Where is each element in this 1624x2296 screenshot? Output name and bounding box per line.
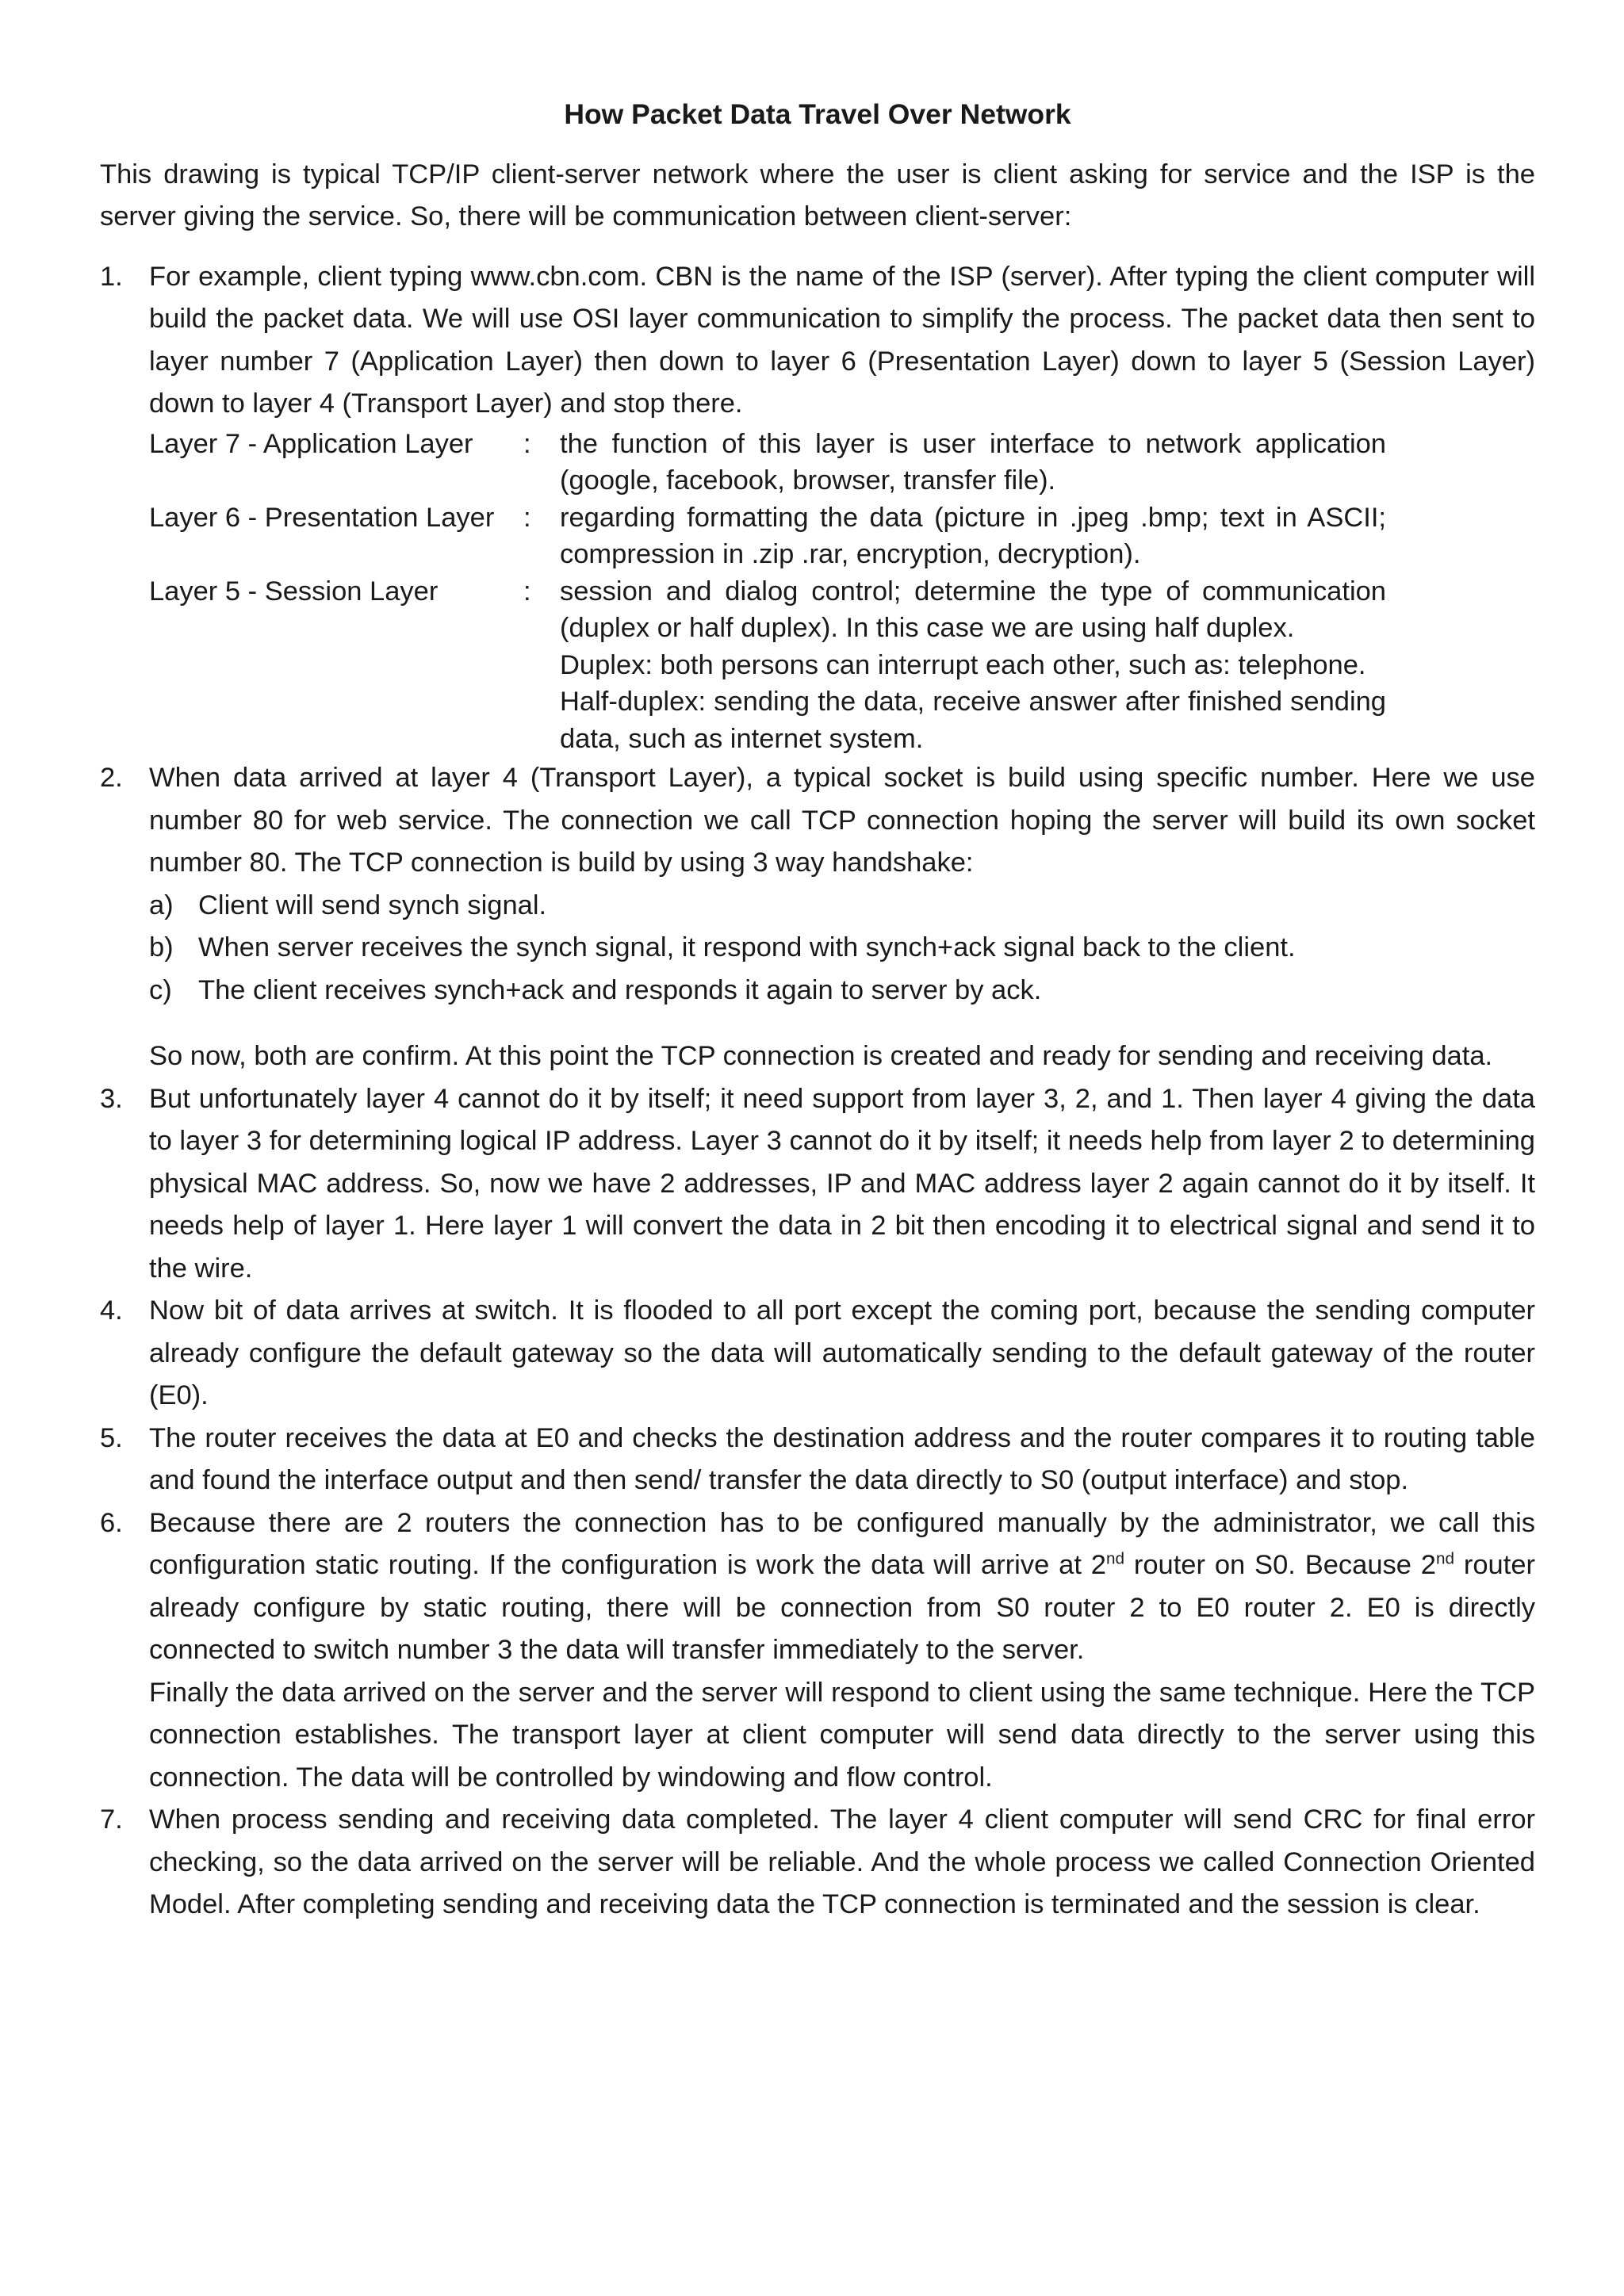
- list-item-number: 1.: [100, 261, 123, 292]
- ordinal-suffix: nd: [1436, 1549, 1455, 1568]
- list-item-text: When process sending and receiving data completed. The layer 4 client computer will send CRC for final error checking, so the data arrived on the server will be reliable. And the whole process we called Connection Oriented Model. After completing sending and receiving data the TCP connection is terminated and the session is clear.: [149, 1804, 1535, 1919]
- list-item-text: The router receives the data at E0 and checks the destination address and the router compares it to routing table and found the interface output and then send/ transfer the data directly to S0 (output interface) and stop.: [149, 1422, 1535, 1495]
- layer-description-line: session and dialog control; determine the type of communication (duplex or half duplex). In this case we are using half duplex.: [560, 576, 1386, 643]
- handshake-step: [149, 885, 1535, 928]
- steps-list: [100, 256, 1535, 1927]
- list-item-followup: Finally the data arrived on the server and the server will respond to client using the same technique. Here the TCP connection establishes. The transport layer at client computer will send data directly to the server using this connection. The data will be controlled by windowing and flow control.: [149, 1677, 1535, 1793]
- layer-description: [560, 573, 1386, 758]
- layer-description: [560, 426, 1386, 499]
- layer-colon: :: [523, 502, 531, 533]
- layer-description: [560, 499, 1386, 573]
- list-item-text: But unfortunately layer 4 cannot do it by itself; it need support from layer 3, 2, and 1. Then layer 4 giving the data to layer 3 for determining logical IP address. Layer 3 cannot do it by itself; it needs help from layer 2 to determining physical MAC address. So, now we have 2 addresses, IP and MAC address layer 2 again cannot do it by itself. It needs help of layer 1. Here layer 1 will convert the data in 2 bit then encoding it to electrical signal and send it to the wire.: [149, 1083, 1535, 1284]
- document-page: [100, 94, 1535, 1927]
- list-item: [100, 1418, 1535, 1502]
- layer-name: Layer 6 - Presentation Layer: [149, 502, 495, 533]
- layer-colon: :: [523, 428, 531, 459]
- list-item-text: Now bit of data arrives at switch. It is flooded to all port except the coming port, because the sending computer already configure the default gateway so the data will automatically sending to the default gateway of the router (E0).: [149, 1295, 1535, 1410]
- list-item-number: 5.: [100, 1422, 123, 1453]
- list-item: [100, 1799, 1535, 1927]
- layer-row: [149, 499, 1535, 573]
- list-item-number: 2.: [100, 763, 123, 793]
- list-item-number: 6.: [100, 1507, 123, 1538]
- layer-name: Layer 7 - Application Layer: [149, 428, 473, 459]
- layer-description-line: Duplex: both persons can interrupt each other, such as: telephone.: [560, 649, 1366, 680]
- list-item-number: 7.: [100, 1804, 123, 1835]
- list-item-followup: So now, both are confirm. At this point the TCP connection is created and ready for sending and receiving data.: [149, 1041, 1493, 1071]
- list-item-number: 4.: [100, 1295, 123, 1326]
- page-title: How Packet Data Travel Over Network: [564, 98, 1071, 130]
- text-segment: Because there are 2 routers the connection has to be configured manually by the administrator, we call this configuration static routing. If the configuration is work the data will arrive at 2: [149, 1507, 1535, 1580]
- list-item: [100, 256, 1535, 758]
- intro-paragraph: This drawing is typical TCP/IP client-server network where the user is client asking for service and the ISP is the server giving the service. So, there will be communication between client-server:: [100, 159, 1535, 232]
- handshake-steps: [149, 885, 1535, 1012]
- layer-colon: :: [523, 576, 531, 607]
- layer-description-line: regarding formatting the data (picture in .jpeg .bmp; text in ASCII; compression in .zip .rar, encryption, decryption).: [560, 502, 1386, 569]
- layer-description-line: Half-duplex: sending the data, receive answer after finished sending data, such as internet system.: [560, 687, 1386, 754]
- list-item: [100, 1502, 1535, 1800]
- handshake-step-text: The client receives synch+ack and responds it again to server by ack.: [198, 974, 1042, 1005]
- handshake-step-label: b): [149, 932, 174, 962]
- handshake-step-text: When server receives the synch signal, it respond with synch+ack signal back to the client.: [198, 932, 1296, 962]
- list-item: [100, 1078, 1535, 1291]
- handshake-step-label: c): [149, 974, 172, 1005]
- list-item-text: [149, 1502, 1535, 1672]
- list-item: [100, 1290, 1535, 1418]
- text-segment: router already configure by static routing, there will be connection from S0 router 2 to E0 router 2. E0 is directly connected to switch number 3 the data will transfer immediately to the server.: [149, 1550, 1535, 1665]
- list-item-number: 3.: [100, 1083, 123, 1114]
- osi-layers-table: [149, 426, 1535, 758]
- list-item-text: For example, client typing www.cbn.com. CBN is the name of the ISP (server). After typing the client computer will build the packet data. We will use OSI layer communication to simplify the process. The packet data then sent to layer number 7 (Application Layer) then down to layer 6 (Presentation Layer) down to layer 5 (Session Layer) down to layer 4 (Transport Layer) and stop there.: [149, 261, 1535, 419]
- handshake-step: [149, 970, 1535, 1012]
- list-item: [100, 757, 1535, 1078]
- layer-row: [149, 573, 1535, 758]
- list-item-text: When data arrived at layer 4 (Transport Layer), a typical socket is build using specific number. Here we use number 80 for web service. The connection we call TCP connection hoping the server will build its own socket number 80. The TCP connection is build by using 3 way handshake:: [149, 763, 1535, 878]
- layer-row: [149, 426, 1535, 499]
- handshake-step-text: Client will send synch signal.: [198, 890, 547, 920]
- text-segment: router on S0. Because 2: [1124, 1550, 1436, 1580]
- handshake-step: [149, 927, 1535, 970]
- ordinal-suffix: nd: [1105, 1549, 1124, 1568]
- layer-description-line: the function of this layer is user interface to network application (google, facebook, browser, transfer file).: [560, 428, 1386, 496]
- layer-name: Layer 5 - Session Layer: [149, 576, 439, 607]
- handshake-step-label: a): [149, 890, 174, 920]
